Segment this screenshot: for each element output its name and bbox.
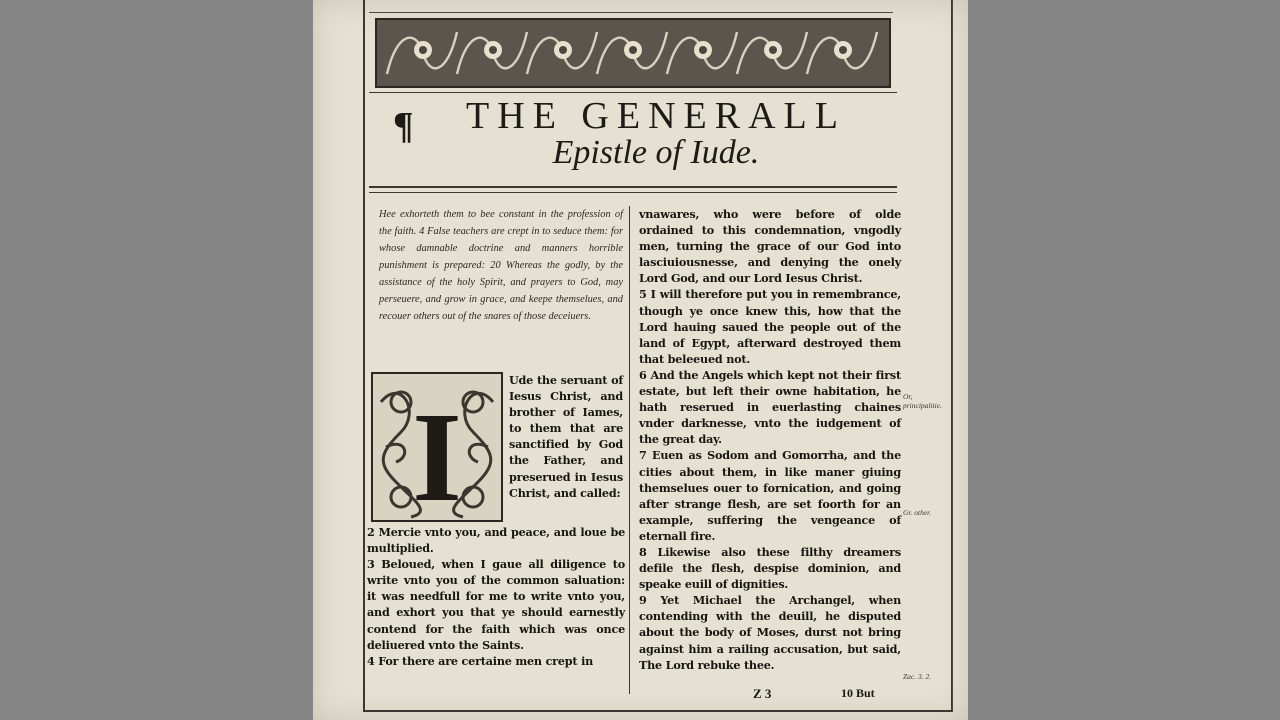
verse-5: 5 I will therefore put you in remembrance, though ye once knew this, how that the Lord hauing saued the people out of the land of Egypt, afterward destroyed them that beleeued not. (639, 287, 901, 366)
catchword: 10 But (841, 686, 875, 700)
marginal-note: Gr. other. (903, 508, 932, 517)
bible-page (313, 0, 968, 720)
drop-cap-initial (371, 372, 503, 522)
verse-2: 2 Mercie vnto you, and peace, and loue be multiplied. (367, 525, 625, 556)
chapter-summary (367, 206, 625, 325)
title-rule-bottom (369, 186, 897, 188)
margin-frame (900, 0, 953, 710)
column-divider (629, 206, 630, 694)
verse-1 (509, 372, 623, 501)
left-column-verses (367, 524, 625, 669)
verse-4-continued: vnawares, who were before of olde ordained to this condemnation, vngodly men, turning the grace of our God into lasciuiousnesse, and denying the onely Lord God, and our Lord Iesus Christ. (639, 207, 901, 286)
drop-cap-letter: I (412, 386, 462, 522)
verse-6: 6 And the Angels which kept not their first estate, but left their owne habitation, he hath reserued in euerlasting chaines vnder darknesse, vnto the iudgement of the great day. (639, 367, 901, 447)
summary-text: Hee exhorteth them to bee constant in the profession of the faith. 4 False teachers are crept in to seduce them: for whose damnable doctrine and manners horrible punishment is prepared: 20 Whereas the godly, by the assistance of the holy Spirit, and prayers to God, may perseuere, and grow in grace, and keepe themselues, and recouer others out of the snares of those deceiuers. (379, 209, 623, 322)
marginal-note: Or, principalitie. (903, 392, 942, 410)
page-title: THE GENERALL (466, 95, 846, 137)
title-rule-top (369, 92, 897, 93)
verse-9: 9 Yet Michael the Archangel, when contending with the deuill, he disputed about the body of Moses, durst not bring against him a railing accusation, but said, The Lord rebuke thee. (639, 593, 901, 672)
right-column-verses (639, 206, 901, 673)
headpiece-ornament (375, 18, 891, 88)
top-rule (369, 12, 893, 13)
marginal-note: Zac. 3. 2. (903, 672, 932, 681)
verse-8: 8 Likewise also these filthy dreamers defile the flesh, despise dominion, and speake euill of dignities. (639, 544, 901, 592)
verse-1-text: Ude the seruant of Iesus Christ, and brother of Iames, to them that are sanctified by God the Father, and preserued in Iesus Christ, and called: (509, 373, 623, 500)
verse-4-start: 4 For there are certaine men crept in (367, 653, 594, 668)
title-rule-bottom-thin (369, 192, 897, 193)
page-subtitle: Epistle of Iude. (552, 134, 760, 171)
pilcrow-mark: ¶ (393, 105, 414, 147)
signature-mark: Z 3 (753, 686, 772, 701)
verse-3: 3 Beloued, when I gaue all diligence to write vnto you of the common saluation: it was needfull for me to write vnto you, and exhort you that ye should earnestly contend for the faith which was once deliuered vnto the Saints. (367, 557, 625, 652)
verse-7: 7 Euen as Sodom and Gomorrha, and the cities about them, in like maner giuing themselues ouer to fornication, and going after strange flesh, are set foorth for an example, suffering the vengeance of eternall fire. (639, 448, 901, 543)
